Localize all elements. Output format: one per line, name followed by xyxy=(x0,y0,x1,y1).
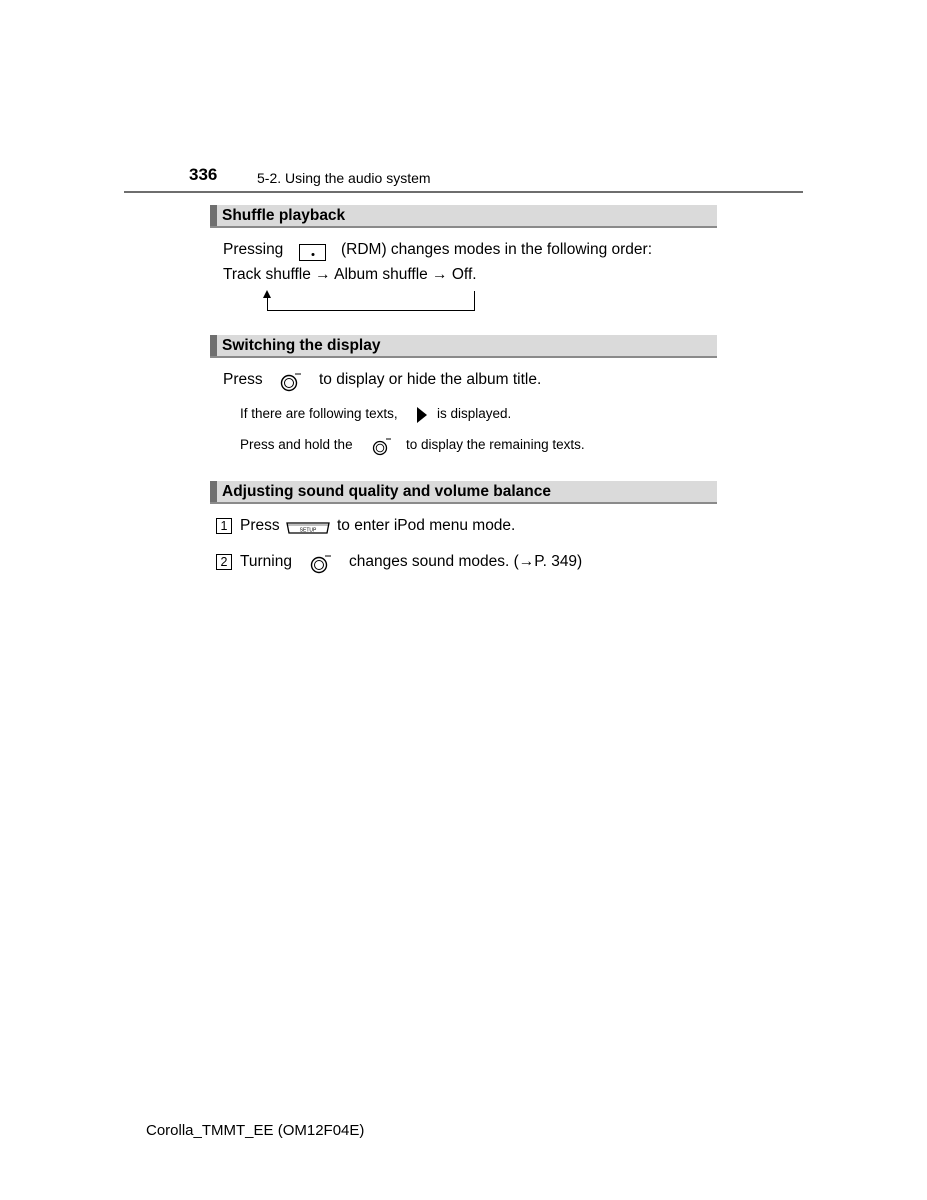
tune-knob-icon xyxy=(372,437,394,456)
display-note-2-post: to display the remaining texts. xyxy=(406,437,585,452)
section-accent xyxy=(210,335,217,356)
step-1-pre: Press xyxy=(240,517,280,534)
rectangular-button-icon xyxy=(299,244,326,261)
section-path: 5-2. Using the audio system xyxy=(257,170,431,186)
page-number: 336 xyxy=(189,165,218,184)
setup-button-label: SETUP xyxy=(299,527,317,534)
setup-button-icon xyxy=(286,521,330,535)
display-line-1-post: to display or hide the album title. xyxy=(319,371,542,388)
header-divider xyxy=(124,191,803,193)
shuffle-line-2: Track shuffle → Album shuffle → Off. xyxy=(223,266,477,283)
section-title: Adjusting sound quality and volume balance xyxy=(222,483,551,500)
tune-knob-icon xyxy=(280,372,304,392)
section-header-shuffle xyxy=(210,205,717,228)
step-number-box: 2 xyxy=(216,554,232,570)
cycle-arrow-icon xyxy=(263,290,271,298)
document-footer: Corolla_TMMT_EE (OM12F04E) xyxy=(146,1122,365,1139)
shuffle-line-1-post: (RDM) changes modes in the following order: xyxy=(341,241,652,258)
display-note-1-pre: If there are following texts, xyxy=(240,406,398,421)
section-header-sound xyxy=(210,481,717,504)
section-accent xyxy=(210,481,217,502)
section-title: Shuffle playback xyxy=(222,207,346,224)
section-accent xyxy=(210,205,217,226)
cycle-diagram-line xyxy=(474,291,475,311)
section-header-display xyxy=(210,335,717,358)
display-line-1-pre: Press xyxy=(223,371,263,388)
section-title: Switching the display xyxy=(222,337,381,354)
right-arrow-icon xyxy=(415,406,429,424)
cycle-diagram-line xyxy=(267,310,475,311)
step-2-pre: Turning xyxy=(240,553,292,570)
step-number-box: 1 xyxy=(216,518,232,534)
step-2-post: changes sound modes. (→P. 349) xyxy=(349,553,583,570)
display-note-1-post: is displayed. xyxy=(437,406,512,421)
shuffle-line-1-pre: Pressing xyxy=(223,241,284,258)
step-1-post: to enter iPod menu mode. xyxy=(337,517,516,534)
tune-knob-icon xyxy=(310,554,334,574)
display-note-2-pre: Press and hold the xyxy=(240,437,353,452)
